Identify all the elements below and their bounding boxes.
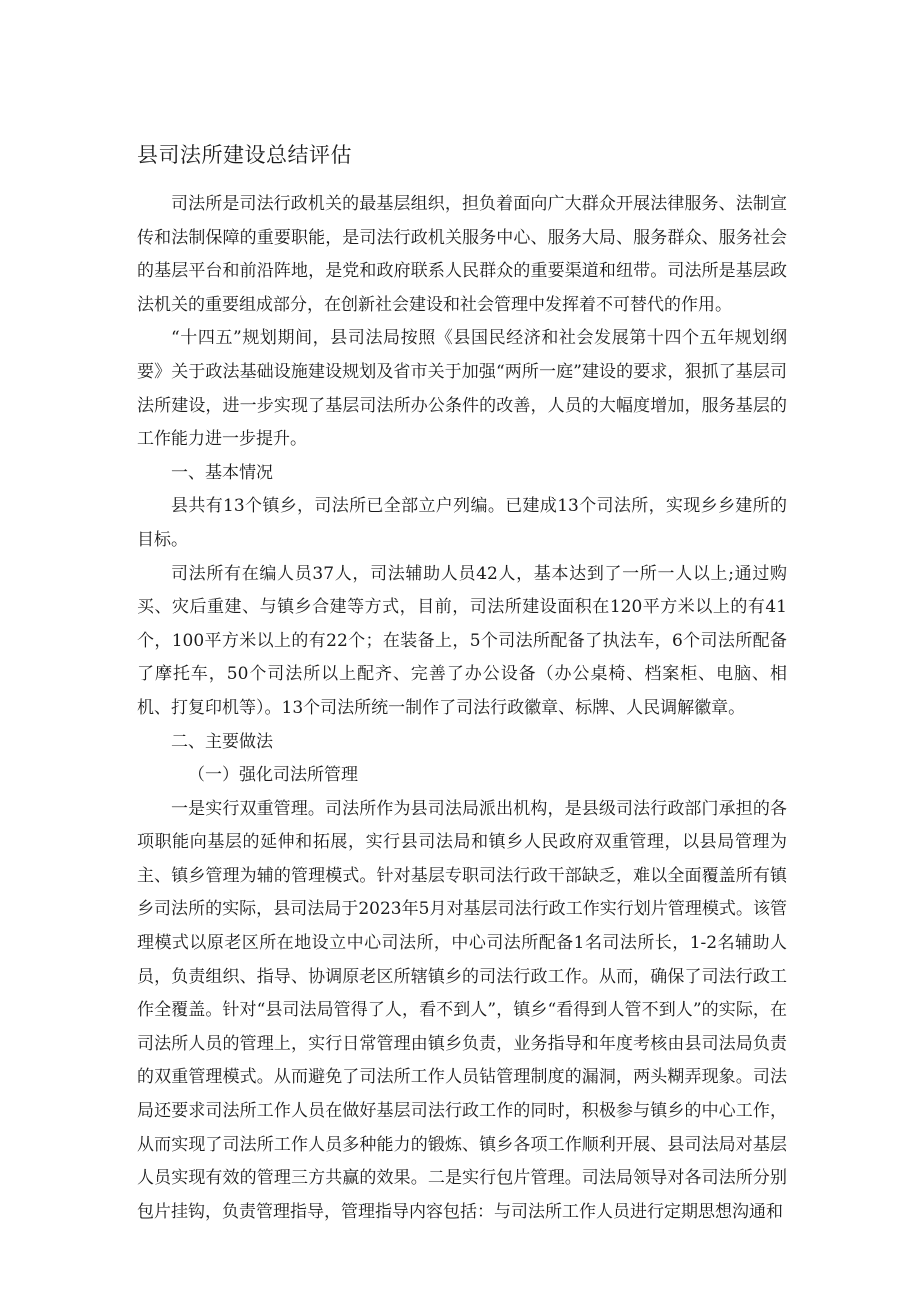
section-heading-methods: 二、主要做法 [171,731,273,752]
subsection-heading-management: （一）强化司法所管理 [188,765,358,786]
document-body [137,188,787,1229]
paragraph-dual-management: 一是实行双重管理。司法所作为县司法局派出机构，是县级司法行政部门承担的各项职能向基层的延伸和拓展，实行县司法局和镇乡人民政府双重管理，以县局管理为主、镇乡管理为辅的管理模式。针对基层专职司法行政干部缺乏，难以全面覆盖所有镇乡司法所的实际，县司法局于2023年5月对基层司法行政工作实行划片管理模式。该管理模式以原老区所在地设立中心司法所，中心司法所配备1名司法所长，1-2名辅助人员，负责组织、指导、协调原老区所辖镇乡的司法行政工作。从而，确保了司法行政工作全覆盖。针对“县司法局管得了人，看不到人”，镇乡“看得到人管不到人”的实际，在司法所人员的管理上，实行日常管理由镇乡负责，业务指导和年度考核由县司法局负责的双重管理模式。从而避免了司法所工作人员钻管理制度的漏洞，两头糊弄现象。司法局还要求司法所工作人员在做好基层司法行政工作的同时，积极参与镇乡的中心工作，从而实现了司法所工作人员多种能力的锻炼、镇乡各项工作顺利开展、县司法局对基层人员实现有效的管理三方共赢的效果。二是实行包片管理。司法局领导对各司法所分别包片挂钩，负责管理指导，管理指导内容包括：与司法所工作人员进行定期思想沟通和 [137,798,787,1222]
document-title: 县司法所建设总结评估 [137,143,352,167]
paragraph-towns: 县共有13个镇乡，司法所已全部立户列编。已建成13个司法所，实现乡乡建所的目标。 [137,496,787,550]
section-heading-basic: 一、基本情况 [171,462,273,483]
paragraph-staff-equipment: 司法所有在编人员37人，司法辅助人员42人，基本达到了一所一人以上;通过购买、灾后重建、与镇乡合建等方式，目前，司法所建设面积在120平方米以上的有41个，100平方米以上的有22个；在装备上，5个司法所配备了执法车，6个司法所配备了摩托车，50个司法所以上配齐、完善了办公设备（办公桌椅、档案柜、电脑、相机、打复印机等）。13个司法所统一制作了司法行政徽章、标牌、人民调解徽章。 [137,563,787,718]
paragraph-intro: 司法所是司法行政机关的最基层组织，担负着面向广大群众开展法律服务、法制宣传和法制保障的重要职能，是司法行政机关服务中心、服务大局、服务群众、服务社会的基层平台和前沿阵地，是党和政府联系人民群众的重要渠道和纽带。司法所是基层政法机关的重要组成部分，在创新社会建设和社会管理中发挥着不可替代的作用。 [137,194,787,315]
paragraph-plan: “十四五”规划期间，县司法局按照《县国民经济和社会发展第十四个五年规划纲要》关于政法基础设施建设规划及省市关于加强“两所一庭”建设的要求，狠抓了基层司法所建设，进一步实现了基层司法所办公条件的改善，人员的大幅度增加，服务基层的工作能力进一步提升。 [137,328,787,450]
